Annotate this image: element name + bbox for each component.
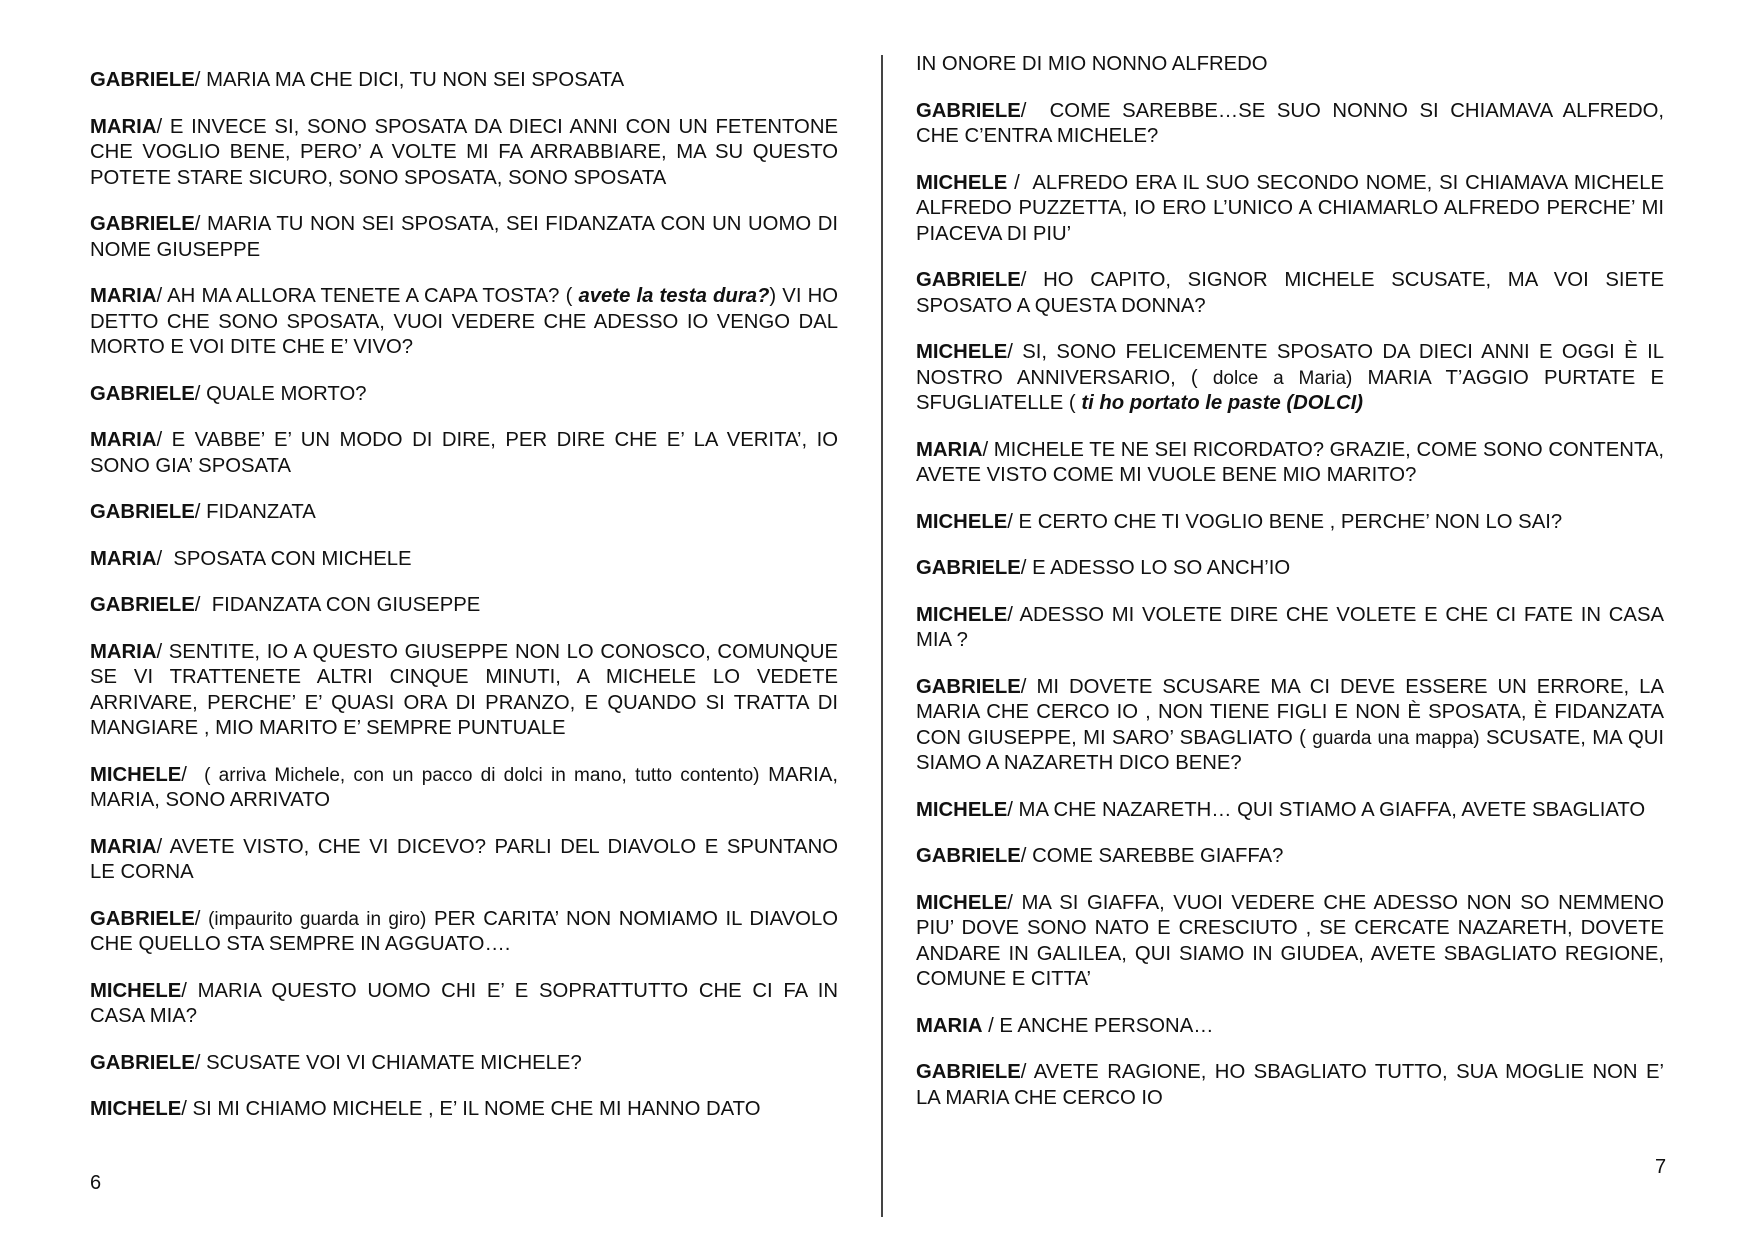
- speaker-name: GABRIELE: [916, 675, 1021, 698]
- dialogue-line: [916, 99, 1664, 150]
- dialogue-text: COME SAREBBE…SE SUO NONNO SI CHIAMAVA ALFREDO, CHE C’ENTRA MICHELE?: [916, 99, 1665, 147]
- dialogue-line: [90, 428, 838, 479]
- speaker-separator: /: [194, 382, 207, 405]
- dialogue-text: PER CARITA’ NON NOMIAMO IL DIAVOLO CHE QUELLO STA SEMPRE IN AGGUATO….: [90, 907, 838, 955]
- speaker-separator: /: [181, 763, 205, 786]
- speaker-separator: /: [194, 907, 209, 930]
- right-page: [880, 0, 1754, 1240]
- dialogue-text: SENTITE, IO A QUESTO GIUSEPPE NON LO CONOSCO, COMUNQUE SE VI TRATTENETE ALTRI CINQUE MINUTI, A MICHELE LO VEDETE ARRIVARE, PERCHE’ E’ QUASI ORA DI PRANZO, E QUANDO SI TRATTA DI MANGIARE , MIO MARITO E’ SEMPRE PUNTUALE: [90, 640, 838, 739]
- speaker-separator: /: [194, 1051, 207, 1074]
- dialogue-text: SI, SONO FELICEMENTE SPOSATO DA DIECI ANNI E OGGI È IL NOSTRO ANNIVERSARIO, (: [916, 341, 1664, 389]
- dialogue-text: SCUSATE, MA QUI SIAMO A NAZARETH DICO BENE?: [916, 726, 1665, 774]
- dialogue-line: [90, 1051, 838, 1077]
- speaker-separator: /: [156, 547, 174, 570]
- speaker-name: GABRIELE: [90, 594, 195, 616]
- dialogue-line: [90, 382, 838, 408]
- speaker-name: MICHELE: [916, 341, 1008, 363]
- speaker-name: GABRIELE: [90, 213, 195, 235]
- translation-note: ti ho portato le paste (DOLCI): [1081, 392, 1363, 414]
- dialogue-line: [916, 52, 1664, 78]
- dialogue-text: MARIA, MARIA, SONO ARRIVATO: [90, 763, 838, 811]
- speaker-name: GABRIELE: [916, 557, 1021, 579]
- dialogue-line: [916, 556, 1664, 582]
- speaker-name: MARIA: [90, 285, 157, 307]
- speaker-separator: /: [156, 640, 169, 663]
- speaker-separator: /: [156, 835, 170, 858]
- dialogue-text: MARIA MA CHE DICI, TU NON SEI SPOSATA: [206, 69, 625, 91]
- speaker-name: MARIA: [90, 640, 157, 663]
- speaker-separator: /: [982, 438, 994, 461]
- speaker-separator: /: [194, 594, 212, 616]
- page-number-left: 6: [90, 1172, 102, 1194]
- dialogue-text: MARIA QUESTO UOMO CHI E’ E SOPRATTUTTO CHE CI FA IN CASA MIA?: [90, 979, 838, 1027]
- dialogue-line: [90, 907, 838, 958]
- speaker-name: GABRIELE: [90, 501, 195, 523]
- speaker-name: MICHELE: [90, 979, 182, 1002]
- dialogue-text: MARIA T’AGGIO PURTATE E SFUGLIATELLE (: [916, 366, 1665, 414]
- speaker-name: GABRIELE: [916, 1061, 1021, 1083]
- speaker-name: GABRIELE: [916, 845, 1021, 867]
- speaker-name: MARIA: [90, 835, 157, 858]
- stage-direction: (impaurito guarda in giro): [208, 908, 427, 930]
- dialogue-text: E ADESSO LO SO ANCH’IO: [1032, 557, 1291, 579]
- speaker-name: GABRIELE: [916, 269, 1021, 291]
- dialogue-text: HO CAPITO, SIGNOR MICHELE SCUSATE, MA VOI SIETE SPOSATO A QUESTA DONNA?: [916, 269, 1665, 317]
- dialogue-line: [916, 171, 1664, 248]
- dialogue-text: MARIA TU NON SEI SPOSATA, SEI FIDANZATA CON UN UOMO DI NOME GIUSEPPE: [90, 213, 838, 261]
- speaker-separator: /: [1020, 845, 1033, 867]
- dialogue-text: E ANCHE PERSONA…: [999, 1014, 1214, 1037]
- speaker-separator: /: [194, 213, 208, 235]
- speaker-name: MARIA: [90, 429, 157, 451]
- dialogue-text: QUALE MORTO?: [206, 382, 367, 405]
- dialogue-line: [90, 979, 838, 1030]
- dialogue-line: [916, 891, 1664, 993]
- speaker-name: MARIA: [916, 1014, 983, 1037]
- dialogue-line: [90, 1097, 838, 1123]
- speaker-separator: /: [1007, 510, 1019, 533]
- dialogue-line: [90, 593, 838, 619]
- dialogue-line: [90, 640, 838, 742]
- speaker-separator: /: [1007, 341, 1023, 363]
- speaker-name: MARIA: [916, 438, 983, 461]
- dialogue-line: [90, 68, 838, 94]
- dialogue-line: [916, 844, 1664, 870]
- dialogue-text: FIDANZATA: [206, 501, 316, 523]
- speaker-separator: /: [194, 69, 207, 91]
- dialogue-line: [90, 763, 838, 814]
- dialogue-text: FIDANZATA CON GIUSEPPE: [211, 594, 481, 616]
- dialogue-text: SCUSATE VOI VI CHIAMATE MICHELE?: [206, 1051, 582, 1074]
- dialogue-text: E INVECE SI, SONO SPOSATA DA DIECI ANNI CON UN FETENTONE CHE VOGLIO BENE, PERO’ A VOLTE MI FA ARRABBIARE, MA SU QUESTO POTETE STARE SICURO, SONO SPOSATA, SONO SPOSATA: [90, 115, 838, 189]
- dialogue-text: AH MA ALLORA TENETE A CAPA TOSTA? (: [167, 285, 579, 307]
- dialogue-line: [90, 547, 838, 573]
- speaker-name: GABRIELE: [90, 69, 195, 91]
- speaker-separator: /: [1007, 798, 1019, 821]
- dialogue-text: E VABBE’ E’ UN MODO DI DIRE, PER DIRE CHE E’ LA VERITA’, IO SONO GIA’ SPOSATA: [90, 429, 838, 477]
- speaker-separator: /: [156, 285, 168, 307]
- speaker-separator: /: [982, 1014, 1000, 1037]
- dialogue-line: [90, 835, 838, 886]
- dialogue-text: ADESSO MI VOLETE DIRE CHE VOLETE E CHE CI FATE IN CASA MIA ?: [916, 603, 1665, 651]
- dialogue-line: [916, 438, 1664, 489]
- speaker-name: MICHELE: [90, 763, 182, 786]
- speaker-name: GABRIELE: [90, 1051, 195, 1074]
- dialogue-text: MICHELE TE NE SEI RICORDATO? GRAZIE, COME SONO CONTENTA, AVETE VISTO COME MI VUOLE BENE MIO MARITO?: [916, 438, 1664, 486]
- dialogue-line: [916, 510, 1664, 536]
- dialogue-line: [916, 340, 1664, 417]
- stage-direction: guarda una mappa): [1312, 727, 1480, 749]
- speaker-name: MARIA: [90, 547, 157, 570]
- speaker-separator: /: [1007, 891, 1022, 914]
- dialogue-line: [916, 675, 1664, 777]
- speaker-separator: /: [1020, 269, 1044, 291]
- dialogue-line: [916, 798, 1664, 824]
- speaker-name: MARIA: [90, 115, 157, 138]
- dialogue-text: MI DOVETE SCUSARE MA CI DEVE ESSERE UN ERRORE, LA MARIA CHE CERCO IO , NON TIENE FIGLI E NON È SPOSATA, È FIDANZATA CON GIUSEPPE, MI SARO’ SBAGLIATO (: [916, 675, 1664, 749]
- speaker-separator: /: [1020, 99, 1050, 122]
- speaker-separator: /: [156, 115, 170, 138]
- right-dialogue-column: [916, 52, 1664, 1132]
- dialogue-line: [916, 603, 1664, 654]
- speaker-separator: /: [194, 501, 207, 523]
- speaker-separator: /: [1020, 675, 1037, 698]
- dialogue-text: AVETE VISTO, CHE VI DICEVO? PARLI DEL DIAVOLO E SPUNTANO LE CORNA: [90, 835, 838, 883]
- dialogue-line: [90, 212, 838, 263]
- speaker-name: GABRIELE: [90, 382, 195, 405]
- speaker-name: MICHELE: [916, 603, 1008, 626]
- dialogue-line: [916, 1060, 1664, 1111]
- speaker-separator: /: [181, 979, 198, 1002]
- stage-direction: dolce a Maria): [1212, 367, 1353, 389]
- dialogue-text: SI MI CHIAMO MICHELE , E’ IL NOME CHE MI HANNO DATO: [192, 1098, 761, 1120]
- dialogue-text: MA SI GIAFFA, VUOI VEDERE CHE ADESSO NON SO NEMMENO PIU’ DOVE SONO NATO E CRESCIUTO , SE CERCATE NAZARETH, DOVETE ANDARE IN GALILEA, QUI SIAMO IN GIUDEA, AVETE SBAGLIATO REGIONE, COMUNE E CITTA’: [916, 891, 1664, 990]
- dialogue-line: [90, 115, 838, 192]
- speaker-separator: /: [1007, 171, 1033, 194]
- page-number-right: 7: [1655, 1156, 1667, 1178]
- translation-note: avete la testa dura?: [578, 285, 770, 307]
- speaker-separator: /: [1020, 1061, 1034, 1083]
- dialogue-text: COME SAREBBE GIAFFA?: [1032, 845, 1284, 867]
- speaker-name: MICHELE: [916, 798, 1008, 821]
- dialogue-line: [916, 268, 1664, 319]
- dialogue-text: IN ONORE DI MIO NONNO ALFREDO: [916, 53, 1268, 75]
- dialogue-text: ) VI HO DETTO CHE SONO SPOSATA, VUOI VEDERE CHE ADESSO IO VENGO DAL MORTO E VOI DITE CHE E’ VIVO?: [90, 285, 839, 358]
- dialogue-text: ALFREDO ERA IL SUO SECONDO NOME, SI CHIAMAVA MICHELE ALFREDO PUZZETTA, IO ERO L’UNICO A CHIAMARLO ALFREDO PERCHE’ MI PIACEVA DI PIU’: [916, 171, 1664, 245]
- speaker-separator: /: [181, 1098, 193, 1120]
- dialogue-text: SPOSATA CON MICHELE: [173, 547, 412, 570]
- dialogue-line: [90, 500, 838, 526]
- speaker-name: GABRIELE: [90, 907, 195, 930]
- speaker-name: GABRIELE: [916, 99, 1021, 122]
- speaker-name: MICHELE: [916, 171, 1008, 194]
- speaker-name: MICHELE: [916, 891, 1008, 914]
- left-dialogue-column: [90, 68, 838, 1144]
- speaker-name: MICHELE: [90, 1098, 182, 1120]
- dialogue-text: E CERTO CHE TI VOGLIO BENE , PERCHE’ NON LO SAI?: [1018, 510, 1563, 533]
- speaker-separator: /: [1007, 603, 1020, 626]
- dialogue-line: [916, 1014, 1664, 1040]
- stage-direction: ( arriva Michele, con un pacco di dolci in mano, tutto contento): [204, 764, 760, 786]
- speaker-separator: /: [156, 429, 172, 451]
- speaker-name: MICHELE: [916, 510, 1008, 533]
- dialogue-text: AVETE RAGIONE, HO SBAGLIATO TUTTO, SUA MOGLIE NON E’ LA MARIA CHE CERCO IO: [916, 1061, 1665, 1109]
- speaker-separator: /: [1020, 557, 1033, 579]
- dialogue-line: [90, 284, 838, 361]
- dialogue-text: MA CHE NAZARETH… QUI STIAMO A GIAFFA, AVETE SBAGLIATO: [1018, 798, 1646, 821]
